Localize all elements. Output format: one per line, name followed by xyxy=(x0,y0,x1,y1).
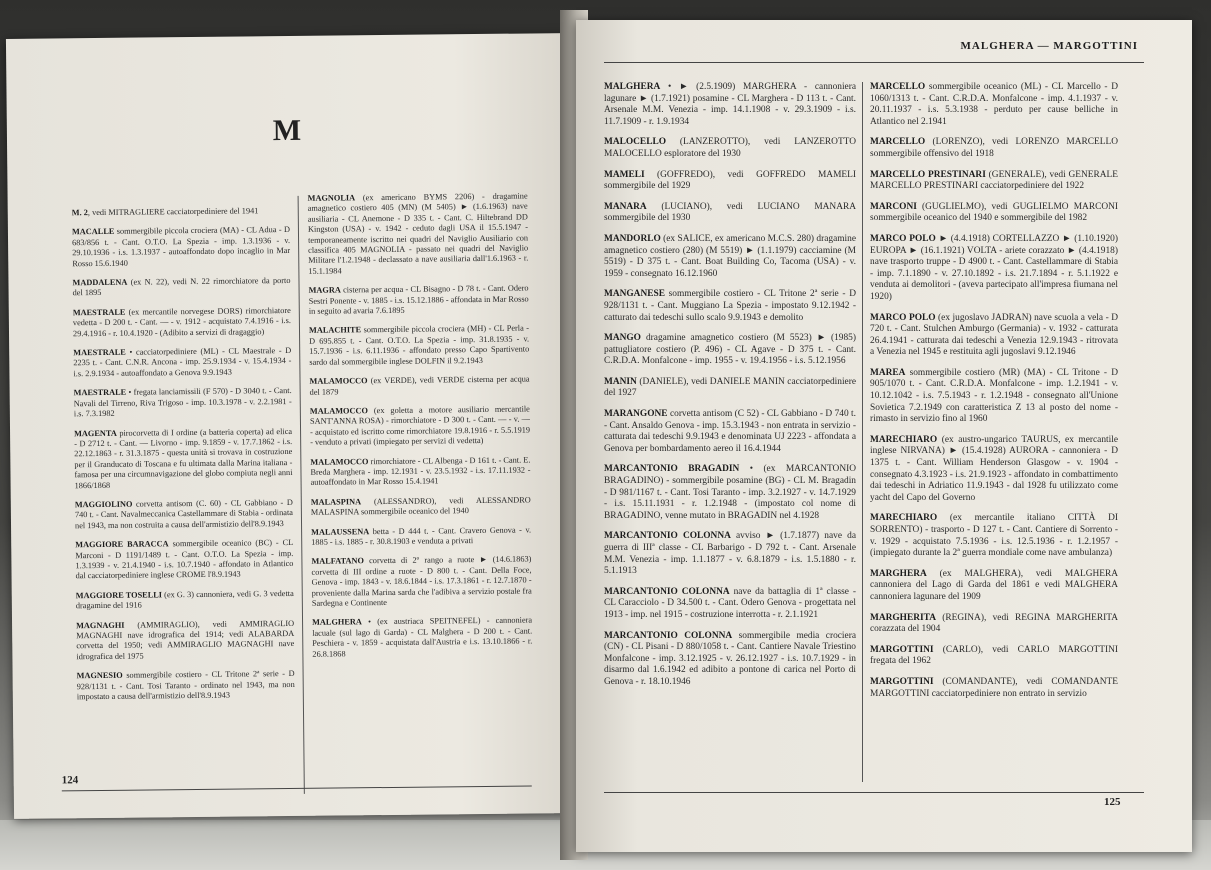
dictionary-entry xyxy=(309,375,529,398)
dictionary-entry xyxy=(604,137,856,160)
dictionary-entry xyxy=(309,284,529,318)
entry-text: (ex SALICE, ex americano M.C.S. 280) dragamine amagnetico costiero (280) (M 5519) ► (1.1.1979) cacciamine (M 5519) - D 375 t. - Cant. Boat Building Co, Tacoma (USA) - v. 1959 - consegnato 16.12.1960 xyxy=(604,233,856,279)
entry-headword: MAGNESIO xyxy=(76,670,123,681)
entry-text: sommergibile costiero - CL Tritone 2ª serie - D 928/1131 t. - Cant. Muggiano La Spezia - impostato 9.12.1942 - catturato dai tedeschi sullo scalo 9.9.1943 e demolito xyxy=(604,289,856,323)
entry-text: corvetta antisom (C 52) - CL Gabbiano - D 740 t. - Cant. Ansaldo Genova - imp. 15.3.1943 - non entrata in servizio - catturata dai tedeschi 9.9.1943 e denominata UJ 2223 - affondata a Genova per bombardamento aereo il 16.4.1944 xyxy=(604,409,856,454)
entry-headword: MAGGIORE BARACCA xyxy=(75,539,169,550)
entry-text: sommergibile costiero (MR) (MA) - CL Tritone - D 905/1070 t. - Cant. C.R.D.A. Monfalcone - imp. 1.2.1941 - v. 10.12.1042 - i.s. 7.5.1943 - r. 1.2.1948 - consegnato all'Unione Sovietica 7.2.1949 con caratteristica Z 13 al posto del nome - rimasto in servizio fino al 1960 xyxy=(870,367,1118,425)
entry-headword: MACALLE xyxy=(71,227,115,237)
entry-text: (ex americano BYMS 2206) - dragamine amagnetico costiero 405 (MN) (M 5405) ► (1.6.1963) nave ausiliaria - CL Anemone - D 335 t. - Cant. C. Hiltebrand DD Kingston (USA) - v. 1942 - ceduto dagli USA il 15.5.1947 - temporaneamente iscritto nei quadri del Naviglio Ausiliario con classifica 405 MAGNOLIA - passato nei quadri del Naviglio Militare l'1.2.1948 - declassato a nave ausiliaria dall'1.6.1963 - r. 15.1.1984 xyxy=(307,191,529,276)
entry-headword: MARECHIARO xyxy=(870,434,938,445)
entry-headword: MALGHERA xyxy=(312,617,362,628)
entry-headword: MARCANTONIO COLONNA xyxy=(604,531,731,542)
entry-headword: MALGHERA xyxy=(604,82,661,92)
dictionary-entry xyxy=(870,368,1118,426)
entry-text: (ex G. 3) cannoniera, vedi G. 3 vedetta dragamine del 1916 xyxy=(75,588,294,611)
entry-text: (LANZEROTTO), vedi LANZEROTTO MALOCELLO esploratore del 1930 xyxy=(604,137,856,159)
dictionary-entry xyxy=(604,631,856,689)
entry-text: sommergibile piccola crociera (MA) - CL Adua - D 683/856 t. - Cant. O.T.O. La Spezia - imp. 1.3.1936 - v. 29.10.1936 - i.s. 1.3.1937 - autoaffondato dopo incaglio in Mar Rosso 15.6.1940 xyxy=(72,225,291,268)
dictionary-entry xyxy=(310,404,530,448)
entry-headword: MARECHIARO xyxy=(870,513,938,524)
entry-headword: MADDALENA xyxy=(72,277,128,288)
left-page-column-1 xyxy=(72,206,295,712)
entry-text: sommergibile media crociera (CN) - CL Pisani - D 880/1058 t. - Cant. Cantiere Navale Triestino Monfalcone - imp. 3.12.1925 - v. 26.12.1927 - i.s. 10.7.1929 - in disarmo dal 1.6.1942 ed adibito a pontone di carica nel Porto di Genova - r. 18.10.1946 xyxy=(604,630,856,687)
dictionary-entry xyxy=(604,82,856,128)
header-rule xyxy=(604,62,1144,63)
dictionary-entry xyxy=(870,569,1118,604)
entry-headword: MANARA xyxy=(604,201,647,212)
entry-headword: MALAUSSENA xyxy=(311,526,370,537)
running-head: MALGHERA — MARGOTTINI xyxy=(960,40,1138,52)
entry-headword: MAGNAGHI xyxy=(76,620,125,630)
entry-text: (ex N. 22), vedi N. 22 rimorchiatore da porto del 1895 xyxy=(72,276,291,298)
entry-headword: MARCO POLO xyxy=(870,312,936,323)
entry-headword: MAGGIORE TOSELLI xyxy=(75,590,163,601)
entry-text: (ALESSANDRO), vedi ALESSANDRO MALASPINA sommergibile oceanico del 1940 xyxy=(310,495,531,517)
entry-text: (GUGLIELMO), vedi GUGLIELMO MARCONI sommergibile oceanico del 1940 e sommergibile del 1982 xyxy=(870,201,1118,224)
dictionary-entry xyxy=(73,306,291,339)
entry-headword: MAESTRALE xyxy=(72,307,126,318)
dictionary-entry xyxy=(604,289,856,324)
entry-text: • cacciatorpediniere (ML) - CL Maestrale - D 2235 t. - Cant. C.N.R. Ancona - imp. 25.9.1934 - v. 15.4.1934 - i.s. 2.9.1934 - autoaffondato a Genova 9.9.1943 xyxy=(73,346,292,379)
dictionary-entry xyxy=(73,346,291,379)
dictionary-entry xyxy=(870,170,1118,193)
entry-headword: MAGNOLIA xyxy=(307,193,356,203)
dictionary-entry xyxy=(604,587,856,622)
entry-text: nave da battaglia di 1ª classe - CL Caracciolo - D 34.500 t. - Cant. Odero Genova - progettata nel 1913 - imp. nel 1915 - costruzione interrotta - r. 2.1.1921 xyxy=(604,586,856,620)
entry-headword: MARGHERITA xyxy=(870,612,936,623)
left-page-column-2 xyxy=(308,191,533,668)
dictionary-entry xyxy=(870,645,1118,668)
entry-text: sommergibile costiero - CL Tritone 2ª serie - D 928/1131 t. - Cant. Tosi Taranto - ordinato nel 1943, ma non impostato a causa dell'armistizio dell'8.9.1943 xyxy=(76,669,295,702)
right-page-column-1 xyxy=(604,82,856,698)
right-page-column-2 xyxy=(870,82,1118,709)
entry-text: (ex mercantile norvegese DORS) rimorchiatore vedetta - D 200 t. - Cant. — - v. 1912 - acquistato 7.4.1916 - i.s. 29.4.1916 - r. 10.4.1920 - (Adibito a servizi di dragaggio) xyxy=(72,305,291,338)
entry-text: ► (4.4.1918) CORTELLAZZO ► (1.10.1920) EUROPA ► (16.1.1921) VOLTA - ariete corazzato ► (4.4.1918) nave trasporto truppe - D 4900 t. - Cant. Castellammare di Stabia - imp. 7.1.1890 - v. 27.10.1892 - i.s. 21.7.1894 - r. 5.1.1922 e venduta ai demolitori - (aveva partecipato all'impresa fiumana nel 1920) xyxy=(870,233,1118,302)
dictionary-entry xyxy=(870,613,1118,636)
dictionary-entry xyxy=(604,333,856,368)
dictionary-entry xyxy=(76,619,294,663)
entry-text: (GENERALE), vedi GENERALE MARCELLO PRESTINARI cacciatorpediniere del 1922 xyxy=(870,169,1118,192)
footer-rule xyxy=(604,792,1144,793)
entry-text: sommergibile oceanico (ML) - CL Marcello - D 1060/1313 t. - Cant. C.R.D.A. Monfalcone - imp. 4.1.1937 - v. 20.11.1937 - i.s. 5.3.1938 - perduto per cause belliche in Atlantico nel 2.1941 xyxy=(870,82,1118,127)
entry-headword: MAESTRALE xyxy=(73,347,126,358)
entry-text: dragamine amagnetico costiero (M 5523) ► (1985) pattugliatore costiero (P. 496) - CL Agave - D 375 t. - Cant. C.R.D.A. Monfalcone - imp. 1955 - v. 19.4.1956 - i.s. 5.12.1956 xyxy=(604,333,856,367)
entry-headword: MALASPINA xyxy=(310,497,362,507)
dictionary-entry xyxy=(870,137,1118,160)
entry-headword: MALAMOCCO xyxy=(309,406,368,416)
entry-text: (REGINA), vedi REGINA MARGHERITA corazzata del 1904 xyxy=(870,612,1118,635)
entry-headword: MALAMOCCO xyxy=(310,456,369,467)
footer-rule xyxy=(62,785,532,791)
dictionary-entry xyxy=(309,324,529,368)
dictionary-entry xyxy=(604,377,856,400)
entry-text: pirocorvetta di I ordine (a batteria coperta) ad elica - D 2712 t. - Cant. — Livorno - imp. 9.1859 - v. 17.7.1862 - i.s. 22.12.1863 - r. 31.3.1875 - questa unità si trovava in costruzione per il Granducato di Toscana e fu ultimata dalla Marina italiana - famosa per una circumnavigazione del globo compiuta negli anni 1866/1868 xyxy=(74,426,293,490)
page-number: 125 xyxy=(1104,796,1121,808)
dictionary-entry xyxy=(870,435,1118,505)
right-page xyxy=(576,20,1192,852)
dictionary-entry xyxy=(308,191,529,277)
entry-headword: MANIN xyxy=(604,376,637,387)
entry-headword: MARCELLO xyxy=(870,137,926,148)
entry-text: betta - D 444 t. - Cant. Cravero Genova - v. 1885 - i.s. 1885 - r. 30.8.1903 e venduta a privati xyxy=(311,525,532,547)
column-divider xyxy=(862,82,863,782)
dictionary-entry xyxy=(604,170,856,193)
dictionary-entry xyxy=(72,225,290,269)
entry-headword: MARCELLO PRESTINARI xyxy=(870,169,986,180)
entry-headword: MALFATANO xyxy=(311,556,365,567)
dictionary-entry xyxy=(870,313,1118,359)
entry-text: (ex VERDE), vedi VERDE cisterna per acqua del 1879 xyxy=(309,374,530,397)
entry-headword: MALACHITE xyxy=(308,325,362,336)
entry-headword: MARGOTTINI xyxy=(870,676,934,687)
entry-text: , vedi MITRAGLIERE cacciatorpediniere del 1941 xyxy=(87,206,259,218)
entry-headword: MAMELI xyxy=(604,169,645,180)
dictionary-entry xyxy=(604,464,856,522)
entry-text: • (ex MARCANTONIO BRAGADINO) - sommergibile posamine (BG) - CL M. Bragadin - D 981/1167 t. - Cant. Tosi Taranto - imp. 3.2.1927 - v. 14.7.1929 - i.s. 15.11.1931 - r. 1.2.1948 - (impostato col nome di BRAGADINO, venne mutato in BRAGADIN nel 4.1928 xyxy=(604,464,856,521)
entry-text: (CARLO), vedi CARLO MARGOTTINI fregata del 1962 xyxy=(870,644,1118,667)
entry-text: • fregata lanciamissili (F 570) - D 3040 t. - Cant. Navali del Tirreno, Riva Trigoso - imp. 10.3.1978 - v. 2.2.1981 - i.s. 7.3.1982 xyxy=(73,386,292,419)
entry-headword: MARANGONE xyxy=(604,409,668,420)
dictionary-entry xyxy=(604,409,856,455)
dictionary-entry xyxy=(310,455,530,489)
page-number: 124 xyxy=(61,774,79,787)
entry-headword: MARCELLO xyxy=(870,82,926,92)
left-page xyxy=(6,33,574,819)
dictionary-entry xyxy=(870,202,1118,225)
entry-text: (COMANDANTE), vedi COMANDANTE MARGOTTINI cacciatorpediniere non entrato in servizio xyxy=(870,676,1118,699)
entry-headword: MARGOTTINI xyxy=(870,644,934,655)
entry-text: (LUCIANO), vedi LUCIANO MANARA sommergibile del 1930 xyxy=(604,201,856,224)
entry-headword: MANGANESE xyxy=(604,289,665,300)
entry-headword: MAREA xyxy=(870,367,906,378)
entry-headword: MARCO POLO xyxy=(870,233,936,244)
dictionary-entry xyxy=(74,426,293,491)
dictionary-entry xyxy=(72,206,290,219)
entry-headword: MANDORLO xyxy=(604,233,661,244)
entry-headword: MAGRA xyxy=(308,285,341,296)
entry-text: sommergibile oceanico (BC) - CL Marconi - D 1191/1489 t. - Cant. O.T.O. La Spezia - imp. 1.3.1939 - v. 21.4.1940 - i.s. 10.7.1940 - affondato in Atlantico dal cacciatorpediniere inglese CROME l'8.9.1943 xyxy=(75,538,294,581)
entry-headword: MAESTRALE xyxy=(73,387,127,398)
entry-text: (ex jugoslavo JADRAN) nave scuola a vela - D 720 t. - Cant. Stulchen Amburgo (Germania) - v. 1932 - catturata 26.4.1941 - catturata dai tedeschi a Venezia 12.9.1943 - ritrovata a Venezia nel 1945 e restituita agli jugoslavi 9.12.1946 xyxy=(870,312,1118,358)
entry-text: (DANIELE), vedi DANIELE MANIN cacciatorpediniere del 1927 xyxy=(604,376,856,399)
dictionary-entry xyxy=(870,82,1118,128)
entry-text: rimorchiatore - CL Albenga - D 161 t. - Cant. E. Breda Marghera - imp. 12.1931 - v. 23.5.1932 - i.s. 17.11.1932 - autoaffondato in Mar Rosso 15.4.1941 xyxy=(310,455,531,488)
dictionary-entry xyxy=(76,589,294,612)
entry-headword: MARCANTONIO COLONNA xyxy=(604,630,733,641)
entry-headword: MANGO xyxy=(604,333,641,344)
dictionary-entry xyxy=(74,386,292,419)
entry-text: (GOFFREDO), vedi GOFFREDO MAMELI sommergibile del 1929 xyxy=(604,169,856,192)
dictionary-entry xyxy=(311,525,531,548)
entry-text: • ► (2.5.1909) MARGHERA - cannoniera lagunare ► (1.7.1921) posamine - CL Marghera - D 113 t. - Cant. Arsenale M.M. Venezia - imp. 14.1.1908 - v. 29.3.1909 - i.s. 11.7.1909 - r. 1.9.1934 xyxy=(604,82,856,127)
dictionary-entry xyxy=(311,555,532,609)
entry-text: (ex goletta a motore ausiliario mercantile SANT'ANNA ROSA) - rimorchiatore - D 300 t. - Cant. — - v. — - acquistato ed iscritto come rimorchiatore 19.8.1916 - r. 5.5.1919 - venduto a privati (impiegato per servizi di vedetta) xyxy=(309,404,531,447)
entry-headword: MARCONI xyxy=(870,201,917,212)
dictionary-entry xyxy=(312,616,532,660)
dictionary-entry xyxy=(72,276,290,299)
entry-headword: MAGGIOLINO xyxy=(74,499,133,510)
entry-headword: MALOCELLO xyxy=(604,137,666,148)
entry-headword: MARGHERA xyxy=(870,568,927,579)
entry-text: cisterna per acqua - CL Bisagno - D 78 t. - Cant. Odero Sestri Ponente - v. 1885 - i.s. 15.12.1886 - affondata in Mar Rosso in seguito ad avaria 7.6.1895 xyxy=(308,283,529,316)
dictionary-entry xyxy=(870,234,1118,304)
entry-text: • (ex austriaca SPEITNEFEL) - cannoniera lacuale (sul lago di Garda) - CL Malghera - D 200 t. - Cant. Peschiera - v. 1859 - acquistata dall'Austria e i.s. 13.10.1866 - r. 26.8.1868 xyxy=(312,615,533,659)
entry-text: (ex austro-ungarico TAURUS, ex mercantile inglese NIRVANA) ► (15.4.1928) AURORA - cannoniera - D 1375 t. - Cant. William Henderson Glasgow - v. 1904 - consegnato 4.3.1923 - i.s. 21.9.1923 - affondato in combattimento dai tedeschi in Adriatico 11.9.1943 - dal 1928 fu utilizzato come yacht del Capo del Governo xyxy=(870,434,1118,503)
section-letter: M xyxy=(272,113,302,148)
dictionary-entry xyxy=(311,495,531,518)
entry-text: corvetta antisom (C. 60) - CL Gabbiano - D 740 t. - Cant. Navalmeccanica Castellammare di Stabia - ordinata nel 1943, ma non costruita a causa dell'armistizio dell'8.9.1943 xyxy=(74,497,293,531)
column-divider xyxy=(298,196,305,794)
entry-text: sommergibile piccola crociera (MH) - CL Perla - D 695.855 t. - Cant. O.T.O. La Spezia - imp. 31.8.1935 - v. 15.7.1936 - i.s. 6.11.1936 - affondato presso Capo Spartivento sardo dal sommergibile inglese DOLFIN il 9.2.1943 xyxy=(309,323,530,367)
entry-text: avviso ► (1.7.1877) nave da guerra di IIIª classe - CL Barbarigo - D 792 t. - Cant. Arsenale M.M. Venezia - imp. 1.1.1877 - v. 6.8.1879 - i.s. 1.5.1880 - r. 5.1.1913 xyxy=(604,531,856,577)
entry-headword: MAGENTA xyxy=(74,428,117,438)
entry-headword: M. 2 xyxy=(71,208,88,218)
dictionary-entry xyxy=(604,202,856,225)
dictionary-entry xyxy=(870,677,1118,700)
entry-headword: MARCANTONIO COLONNA xyxy=(604,586,730,597)
dictionary-entry xyxy=(870,513,1118,559)
entry-text: (LORENZO), vedi LORENZO MARCELLO sommergibile offensivo del 1918 xyxy=(870,137,1118,159)
entry-headword: MARCANTONIO BRAGADIN xyxy=(604,464,740,475)
entry-headword: MALAMOCCO xyxy=(309,376,368,386)
entry-text: (ex MALGHERA), vedi MALGHERA cannoniera del Lago di Garda del 1861 e vedi MALGHERA cannoniera lagunare del 1909 xyxy=(870,568,1118,602)
dictionary-entry xyxy=(77,669,295,702)
dictionary-entry xyxy=(75,498,293,531)
dictionary-entry xyxy=(604,531,856,577)
entry-text: (ex mercantile italiano CITTÀ DI SORRENTO) - trasporto - D 127 t. - Cant. Cantiere di Sorrento - v. 1929 - acquistato 7.5.1936 - i.s. 12.5.1936 - r. 1.2.1957 - (impiegato durante la 2ª guerra mondiale come nave ambulanza) xyxy=(870,513,1118,559)
entry-text: (AMMIRAGLIO), vedi AMMIRAGLIO MAGNAGHI nave idrografica del 1914; vedi ALABARDA corvetta del 1950; vedi AMMIRAGLIO MAGNAGHI nave idrografica del 1975 xyxy=(76,618,295,662)
dictionary-entry xyxy=(604,234,856,280)
dictionary-entry xyxy=(75,538,293,582)
entry-text: corvetta di 2º rango a ruote ► (14.6.1863) corvetta di III ordine a ruote - D 800 t. - Cant. Della Foce, Genova - imp. 1843 - v. 18.6.1844 - i.s. 17.3.1861 - r. 12.7.1870 - proveniente dalla Marina sarda che l'adibiva a servizio postale fra Sardegna e Continente xyxy=(311,554,532,608)
